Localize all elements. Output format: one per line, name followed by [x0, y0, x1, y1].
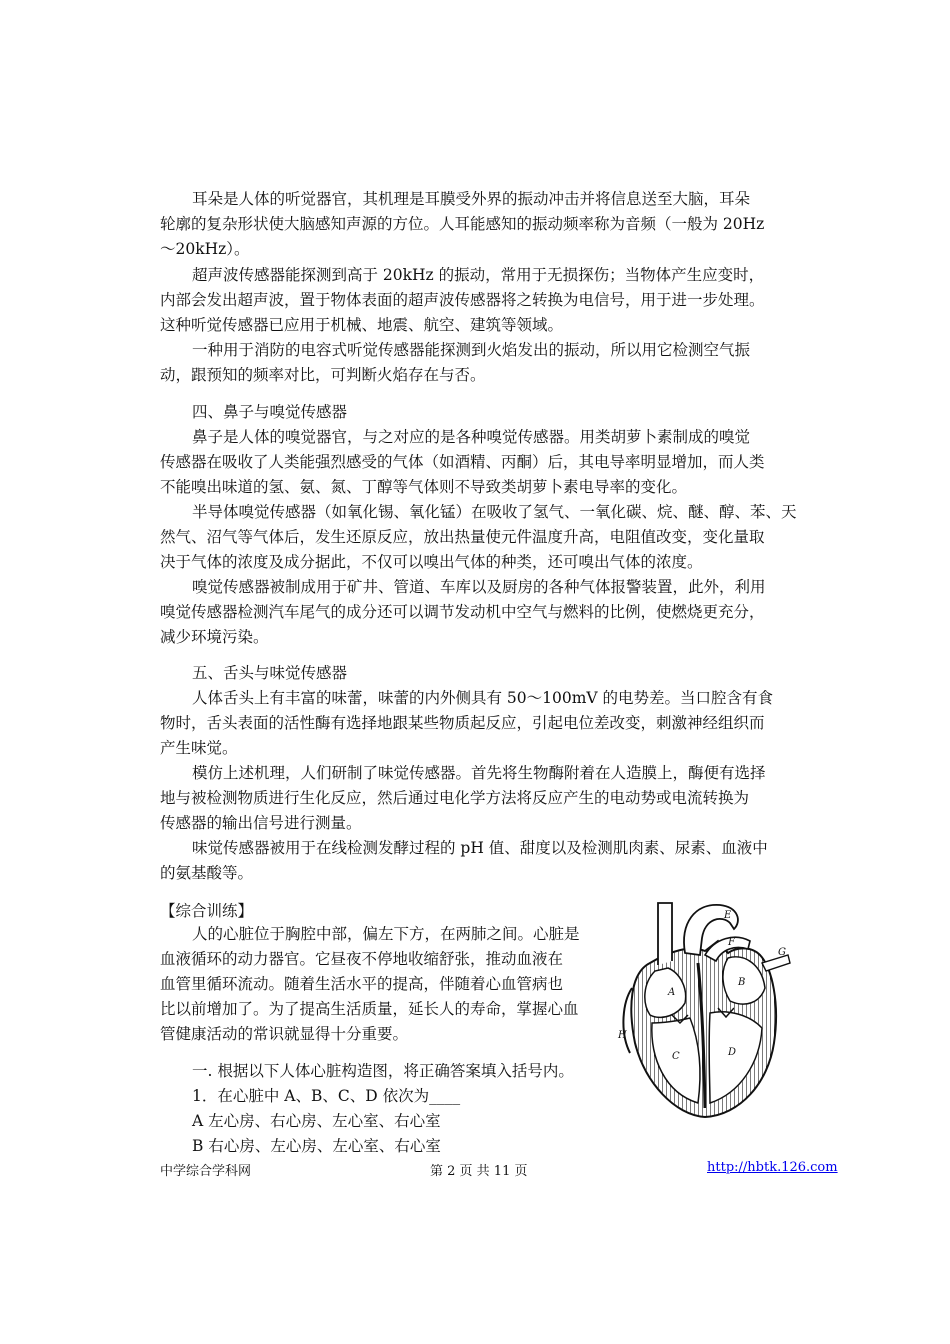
label-c: C [672, 1051, 680, 1062]
text-line: 传感器的输出信号进行测量。 [160, 814, 362, 832]
question-1 [192, 1086, 460, 1106]
text-line: 物时，舌头表面的活性酶有选择地跟某些物质起反应，引起电位差改变，刺激神经组织而 [160, 714, 765, 732]
text-line: 人体舌头上有丰富的味蕾，味蕾的内外侧具有 50～100mV 的电势差。当口腔含有食 [192, 689, 774, 707]
text-line: 血液循环的动力器官。它昼夜不停地收缩舒张，推动血液在 [160, 950, 564, 968]
label-h: H [618, 1030, 627, 1041]
text-line: 决于气体的浓度及成分据此，不仅可以嗅出气体的种类，还可嗅出气体的浓度。 [160, 553, 703, 571]
text-line: 嗅觉传感器被制成用于矿井、管道、车库以及厨房的各种气体报警装置，此外，利用 [192, 578, 766, 596]
inferior-vena-cava [623, 988, 632, 1053]
training-heading: 【综合训练】 [160, 902, 254, 920]
text-line: 动，跟预知的频率对比，可判断火焰存在与否。 [160, 366, 486, 384]
text-line: 嗅觉传感器检测汽车尾气的成分还可以调节发动机中空气与燃料的比例，使燃烧更充分， [160, 603, 765, 621]
text-line: 地与被检测物质进行生化反应，然后通过电化学方法将反应产生的电动势或电流转换为 [160, 789, 750, 807]
text-line: 鼻子是人体的嗅觉器官，与之对应的是各种嗅觉传感器。用类胡萝卜素制成的嗅觉 [192, 428, 751, 446]
text-line: 减少环境污染。 [160, 628, 269, 646]
text-line: 传感器在吸收了人类能强烈感受的气体（如酒精、丙酮）后，其电导率明显增加，而人类 [160, 453, 765, 471]
footer-site-name: 中学综合学科网 [160, 1164, 252, 1179]
text-line: ～20kHz）。 [160, 240, 250, 258]
text-line: 一种用于消防的电容式听觉传感器能探测到火焰发出的振动，所以用它检测空气振 [192, 341, 751, 359]
text-line: 的氨基酸等。 [160, 864, 254, 882]
footer-url-link[interactable]: http://hbtk.126.com [707, 1160, 838, 1175]
answer-blank[interactable]: ____ [429, 1087, 461, 1105]
text-line: 内部会发出超声波，置于物体表面的超声波传感器将之转换为电信号，用于进一步处理。 [160, 291, 765, 309]
text-line: 不能嗅出味道的氢、氨、氮、丁醇等气体则不导致类胡萝卜素电导率的变化。 [160, 478, 688, 496]
question-intro: 一. 根据以下人体心脏构造图，将正确答案填入括号内。 [192, 1062, 574, 1080]
text-line: 管健康活动的常识就显得十分重要。 [160, 1025, 409, 1043]
footer-page-number: 第 2 页 共 11 页 [430, 1164, 528, 1179]
label-f: F [728, 937, 735, 948]
label-g: G [778, 947, 786, 958]
section-heading: 五、舌头与味觉传感器 [192, 664, 348, 682]
text-line: 比以前增加了。为了提高生活质量，延长人的寿命，掌握心血 [160, 1000, 579, 1018]
text-line: 耳朵是人体的听觉器官，其机理是耳膜受外界的振动冲击并将信息送至大脑，耳朵 [192, 190, 751, 208]
label-e: E [724, 910, 732, 921]
heart-diagram [610, 893, 800, 1119]
text-line: 模仿上述机理，人们研制了味觉传感器。首先将生物酶附着在人造膜上，酶便有选择 [192, 764, 766, 782]
text-line: 这种听觉传感器已应用于机械、地震、航空、建筑等领域。 [160, 316, 564, 334]
text-line: 半导体嗅觉传感器（如氧化锡、氧化锰）在吸收了氢气、一氧化碳、烷、醚、醇、苯、天 [192, 503, 797, 521]
superior-vena-cava [658, 903, 672, 965]
label-a: A [668, 987, 676, 998]
text-line: 人的心脏位于胸腔中部，偏左下方，在两肺之间。心脏是 [192, 925, 580, 943]
text-line: 轮廓的复杂形状使大脑感知声源的方位。人耳能感知的振动频率称为音频（一般为 20Hz [160, 215, 765, 233]
label-d: D [728, 1047, 737, 1058]
text-line: 超声波传感器能探测到高于 20kHz 的振动，常用于无损探伤；当物体产生应变时， [192, 266, 765, 284]
question-1-text: 1．在心脏中 A、B、C、D 依次为 [192, 1087, 430, 1105]
option-a: A 左心房、右心房、左心室、右心室 [192, 1112, 441, 1130]
text-line: 血管里循环流动。随着生活水平的提高，伴随着心血管病也 [160, 975, 564, 993]
label-b: B [738, 977, 746, 988]
text-line: 产生味觉。 [160, 739, 238, 757]
text-line: 味觉传感器被用于在线检测发酵过程的 pH 值、甜度以及检测肌肉素、尿素、血液中 [192, 839, 768, 857]
text-line: 然气、沼气等气体后，发生还原反应，放出热量使元件温度升高，电阻值改变，变化量取 [160, 528, 765, 546]
option-b: B 右心房、左心房、左心室、右心室 [192, 1137, 441, 1155]
section-heading: 四、鼻子与嗅觉传感器 [192, 403, 348, 421]
